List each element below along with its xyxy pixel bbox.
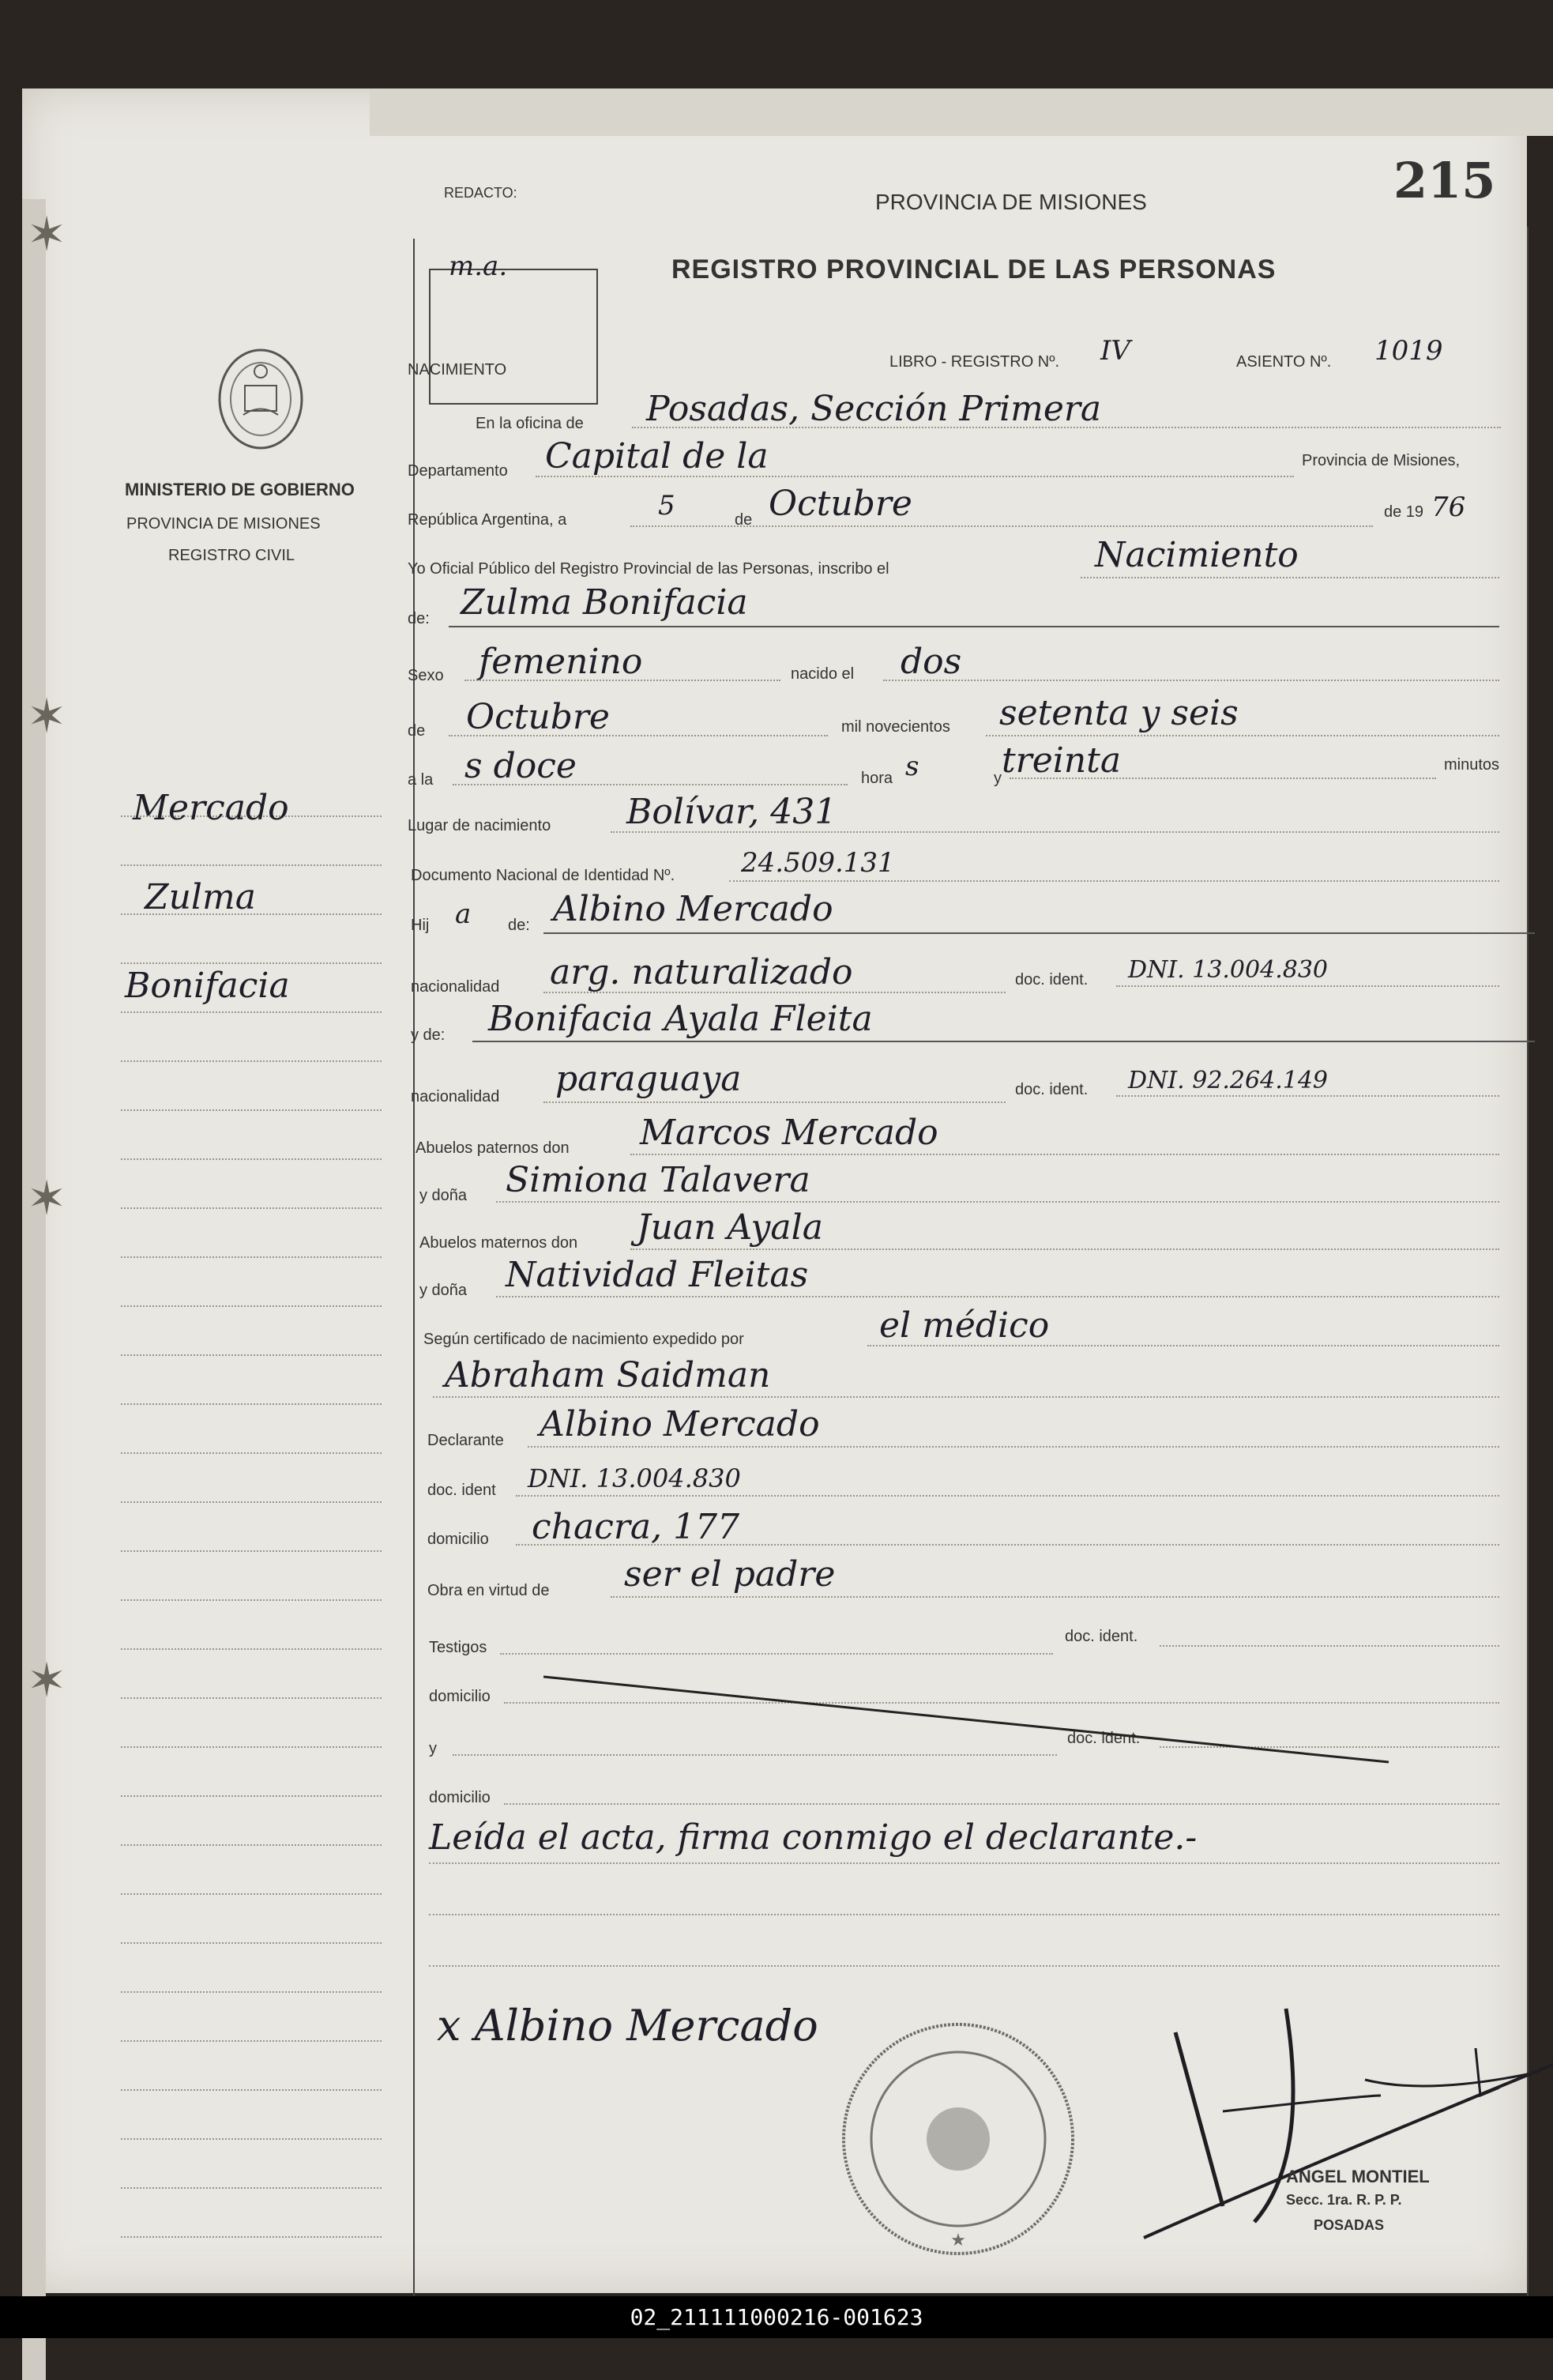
nacionalidad-padre-label: nacionalidad bbox=[411, 978, 500, 996]
libro-label: LIBRO - REGISTRO Nº. bbox=[889, 353, 1060, 371]
margin-note-second-name: Bonifacia bbox=[125, 966, 290, 1006]
nacido-label: nacido el bbox=[791, 665, 855, 683]
de-label: de bbox=[735, 511, 753, 529]
testigos-label: Testigos bbox=[429, 1639, 487, 1656]
margin-line bbox=[121, 2236, 382, 2238]
margin-line bbox=[121, 2187, 382, 2189]
footer-caption: 02_211111000216-001623 bbox=[0, 2296, 1553, 2338]
official-section: Secc. 1ra. R. P. P. bbox=[1286, 2192, 1402, 2208]
doc-ident-madre-value: DNI. 92.264.149 bbox=[1128, 1067, 1328, 1094]
margin-line bbox=[121, 1305, 382, 1307]
margin-line bbox=[121, 2089, 382, 2091]
nacionalidad-madre-label: nacionalidad bbox=[411, 1088, 500, 1105]
oficial-label: Yo Oficial Público del Registro Provincial de las Personas, inscribo el bbox=[408, 560, 889, 578]
doc-ident-madre-label: doc. ident. bbox=[1015, 1081, 1089, 1098]
testigos-doc2-label: doc. ident. bbox=[1067, 1730, 1141, 1747]
margin-line bbox=[121, 1844, 382, 1846]
declarante-doc-label: doc. ident bbox=[427, 1482, 496, 1499]
departamento-label: Departamento bbox=[408, 462, 508, 480]
margin-line bbox=[121, 1795, 382, 1797]
margin-line bbox=[121, 2138, 382, 2140]
doc-ident-padre-label: doc. ident. bbox=[1015, 971, 1089, 989]
certificado-value: el médico bbox=[879, 1305, 1050, 1346]
minutos-value: treinta bbox=[1002, 740, 1122, 781]
lugar-label: Lugar de nacimiento bbox=[408, 817, 551, 834]
province-title: PROVINCIA DE MISIONES bbox=[875, 190, 1147, 214]
abuelos-paternos-label: Abuelos paternos don bbox=[416, 1139, 570, 1157]
declarante-value: Albino Mercado bbox=[540, 1404, 820, 1444]
horas-value: s bbox=[905, 751, 919, 782]
underlying-page-edge bbox=[370, 88, 1553, 136]
abuelos-paternos-value: Marcos Mercado bbox=[640, 1113, 938, 1153]
hij-label: Hij bbox=[411, 917, 430, 934]
certificado-medico: Abraham Saidman bbox=[445, 1355, 771, 1395]
redacto-value: m.a. bbox=[449, 250, 508, 282]
mes-value: Octubre bbox=[769, 484, 912, 524]
abuela-materna-value: Natividad Fleitas bbox=[506, 1255, 809, 1295]
margin-line bbox=[121, 1746, 382, 1748]
margin-line bbox=[121, 1158, 382, 1160]
margin-line bbox=[121, 1207, 382, 1209]
testigos-domicilio-label: domicilio bbox=[429, 1688, 491, 1705]
margin-rule bbox=[413, 239, 415, 2325]
redacto-label: REDACTO: bbox=[444, 185, 517, 201]
doc-ident-padre-value: DNI. 13.004.830 bbox=[1128, 956, 1328, 984]
margin-line bbox=[121, 2040, 382, 2042]
domicilio-value: chacra, 177 bbox=[532, 1507, 740, 1547]
official-stamp-icon bbox=[836, 2017, 1081, 2261]
margin-line bbox=[121, 1403, 382, 1405]
page-number: 215 bbox=[1393, 152, 1496, 209]
margin-line bbox=[121, 962, 382, 964]
official-name: ANGEL MONTIEL bbox=[1286, 2167, 1430, 2186]
asiento-label: ASIENTO Nº. bbox=[1236, 353, 1332, 371]
certificado-label: Según certificado de nacimiento expedido por bbox=[423, 1331, 744, 1348]
hij-suffix: a bbox=[455, 898, 472, 930]
ministry-line2: PROVINCIA DE MISIONES bbox=[126, 515, 321, 533]
nombre-value: Zulma Bonifacia bbox=[461, 582, 748, 623]
svg-text:★: ★ bbox=[950, 2231, 966, 2250]
padre-value: Albino Mercado bbox=[553, 889, 833, 929]
document-page bbox=[22, 88, 1527, 2293]
ministry-line3: REGISTRO CIVIL bbox=[168, 547, 295, 564]
dia-value: 5 bbox=[658, 490, 675, 522]
de-mes-value: Octubre bbox=[466, 697, 610, 737]
binding-stitch: ✶ bbox=[27, 207, 67, 262]
domicilio-label: domicilio bbox=[427, 1531, 489, 1548]
oficial-value: Nacimiento bbox=[1095, 535, 1299, 575]
republica-label: República Argentina, a bbox=[408, 511, 567, 529]
margin-line bbox=[121, 1550, 382, 1552]
abuela-materna-label: y doña bbox=[419, 1282, 468, 1299]
right-rule bbox=[1527, 227, 1529, 2313]
margin-line bbox=[121, 1648, 382, 1650]
margin-note-surname: Mercado bbox=[133, 788, 289, 828]
testigos-y-label: y bbox=[429, 1740, 437, 1757]
obra-value: ser el padre bbox=[624, 1554, 836, 1595]
nacido-value: dos bbox=[901, 642, 962, 682]
testigos-domicilio2-label: domicilio bbox=[429, 1789, 491, 1806]
nacionalidad-madre-value: paraguaya bbox=[555, 1059, 742, 1099]
ala-value: s doce bbox=[464, 746, 577, 786]
margin-line bbox=[121, 864, 382, 866]
binding-edge bbox=[22, 199, 46, 2380]
binding-stitch: ✶ bbox=[27, 1171, 67, 1226]
binding-stitch: ✶ bbox=[27, 689, 67, 744]
ala-label: a la bbox=[408, 771, 434, 789]
testigos-doc-label: doc. ident. bbox=[1065, 1628, 1138, 1645]
obra-label: Obra en virtud de bbox=[427, 1582, 550, 1599]
margin-line bbox=[121, 1599, 382, 1601]
abuela-paterna-value: Simiona Talavera bbox=[506, 1160, 810, 1200]
redacto-box bbox=[429, 269, 598, 405]
dni-label: Documento Nacional de Identidad Nº. bbox=[411, 867, 675, 884]
anio-label: de 19 bbox=[1384, 503, 1424, 521]
nacionalidad-padre-value: arg. naturalizado bbox=[550, 952, 853, 992]
mil-label: mil novecientos bbox=[841, 718, 950, 736]
abuelos-maternos-value: Juan Ayala bbox=[637, 1207, 823, 1248]
binding-stitch: ✶ bbox=[27, 1653, 67, 1708]
libro-value: IV bbox=[1100, 335, 1130, 367]
abuelos-maternos-label: Abuelos maternos don bbox=[419, 1234, 578, 1252]
margin-line bbox=[121, 1011, 382, 1013]
y-label: y bbox=[994, 770, 1002, 787]
declarante-doc-value: DNI. 13.004.830 bbox=[528, 1463, 741, 1493]
mil-value: setenta y seis bbox=[999, 693, 1239, 733]
margin-line bbox=[121, 1893, 382, 1895]
anio-value: 76 bbox=[1431, 491, 1466, 523]
leida-el-acta: Leída el acta, firma conmigo el declarante.- bbox=[429, 1817, 1198, 1858]
margin-line bbox=[121, 1697, 382, 1699]
margin-line bbox=[121, 1942, 382, 1944]
nombre-label: de: bbox=[408, 610, 430, 627]
abuela-paterna-label: y doña bbox=[419, 1187, 468, 1204]
asiento-value: 1019 bbox=[1374, 335, 1443, 367]
departamento-value: Capital de la bbox=[545, 436, 769, 476]
de-mes-label: de bbox=[408, 722, 426, 740]
margin-line bbox=[121, 1991, 382, 1993]
margin-line bbox=[121, 1109, 382, 1111]
sexo-value: femenino bbox=[479, 642, 643, 682]
minutos-label: minutos bbox=[1444, 756, 1500, 774]
ministry-line1: MINISTERIO DE GOBIERNO bbox=[125, 480, 355, 499]
margin-line bbox=[121, 1256, 382, 1258]
madre-value: Bonifacia Ayala Fleita bbox=[488, 999, 873, 1039]
declarante-signature: x Albino Mercado bbox=[437, 2001, 818, 2050]
madre-label: y de: bbox=[411, 1026, 446, 1044]
margin-line bbox=[121, 1452, 382, 1454]
margin-line bbox=[121, 1501, 382, 1503]
dni-value: 24.509.131 bbox=[741, 847, 895, 879]
sexo-label: Sexo bbox=[408, 667, 444, 684]
margin-note-first-name: Zulma bbox=[145, 877, 256, 917]
margin-line bbox=[121, 1354, 382, 1356]
provincia-label: Provincia de Misiones, bbox=[1302, 452, 1461, 469]
declarante-label: Declarante bbox=[427, 1432, 504, 1449]
record-type-label: NACIMIENTO bbox=[408, 361, 507, 378]
cancellation-stroke bbox=[543, 1669, 1397, 1772]
lugar-value: Bolívar, 431 bbox=[626, 792, 837, 832]
official-city: POSADAS bbox=[1314, 2217, 1385, 2233]
ministry-seal-icon bbox=[205, 340, 316, 458]
margin-line bbox=[121, 1060, 382, 1062]
main-title: REGISTRO PROVINCIAL DE LAS PERSONAS bbox=[671, 254, 1277, 284]
oficina-label: En la oficina de bbox=[476, 415, 584, 432]
horas-label: hora bbox=[861, 770, 893, 787]
hij-de-label: de: bbox=[508, 917, 530, 934]
oficina-value: Posadas, Sección Primera bbox=[646, 389, 1102, 429]
